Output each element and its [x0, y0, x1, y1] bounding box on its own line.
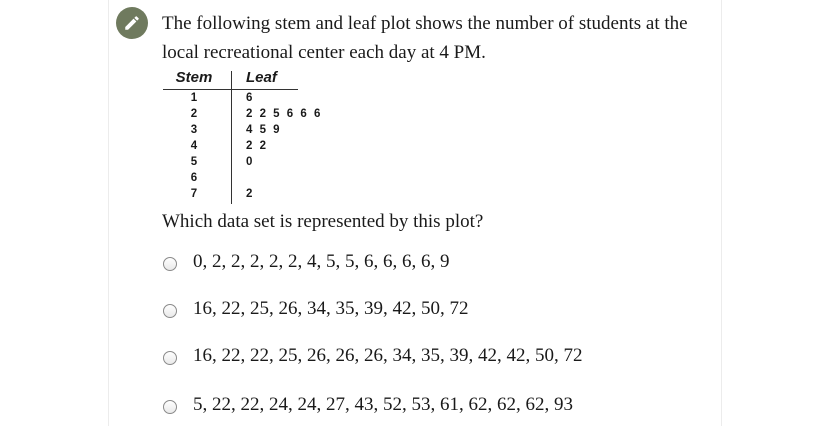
plot-row: [163, 186, 313, 202]
question-line-2: local recreational center each day at 4 PM.: [162, 42, 486, 63]
leaf-header: Leaf: [246, 69, 277, 86]
leaf-values: 2 2: [246, 140, 268, 152]
plot-row: [163, 106, 323, 122]
stem-value: 4: [190, 140, 198, 152]
radio-button[interactable]: [163, 257, 177, 271]
leaf-values: 0: [246, 156, 255, 168]
plot-rows: [163, 90, 323, 202]
plot-row: [163, 138, 313, 154]
radio-button[interactable]: [163, 351, 177, 365]
leaf-values: 6: [246, 92, 255, 104]
answer-option-c[interactable]: [163, 344, 583, 368]
stem-value: 3: [190, 124, 198, 136]
pencil-icon: [116, 7, 148, 39]
answer-option-text[interactable]: 0, 2, 2, 2, 2, 2, 4, 5, 5, 6, 6, 6, 6, 9: [193, 251, 450, 272]
plot-row: [163, 90, 313, 106]
stem-value: 2: [190, 108, 198, 120]
answer-option-a[interactable]: [163, 250, 450, 274]
answer-option-b[interactable]: [163, 297, 469, 321]
plot-row: [163, 170, 313, 186]
leaf-values: 4 5 9: [246, 124, 282, 136]
stem-value: 7: [190, 188, 198, 200]
answer-option-text[interactable]: 16, 22, 25, 26, 34, 35, 39, 42, 50, 72: [193, 298, 469, 319]
prompt-text: Which data set is represented by this plot?: [162, 211, 484, 232]
leaf-values: 2: [246, 188, 255, 200]
question-line-1: The following stem and leaf plot shows the number of students at the: [162, 13, 688, 34]
plot-row: [163, 154, 313, 170]
question-text: [162, 9, 712, 67]
answer-option-d[interactable]: [163, 393, 573, 417]
plot-row: [163, 122, 313, 138]
pencil-glyph: [123, 14, 141, 32]
stem-value: 5: [190, 156, 198, 168]
answer-option-text[interactable]: 5, 22, 22, 24, 24, 27, 43, 52, 53, 61, 62, 62, 62, 93: [193, 394, 573, 415]
stem-header: Stem: [175, 69, 213, 86]
stem-leaf-plot: [163, 68, 323, 204]
stem-value: 1: [190, 92, 198, 104]
radio-button[interactable]: [163, 400, 177, 414]
leaf-values: 2 2 5 6 6 6: [246, 108, 323, 120]
stem-value: 6: [190, 172, 198, 184]
radio-button[interactable]: [163, 304, 177, 318]
answer-option-text[interactable]: 16, 22, 22, 25, 26, 26, 26, 34, 35, 39, 42, 42, 50, 72: [193, 345, 583, 366]
